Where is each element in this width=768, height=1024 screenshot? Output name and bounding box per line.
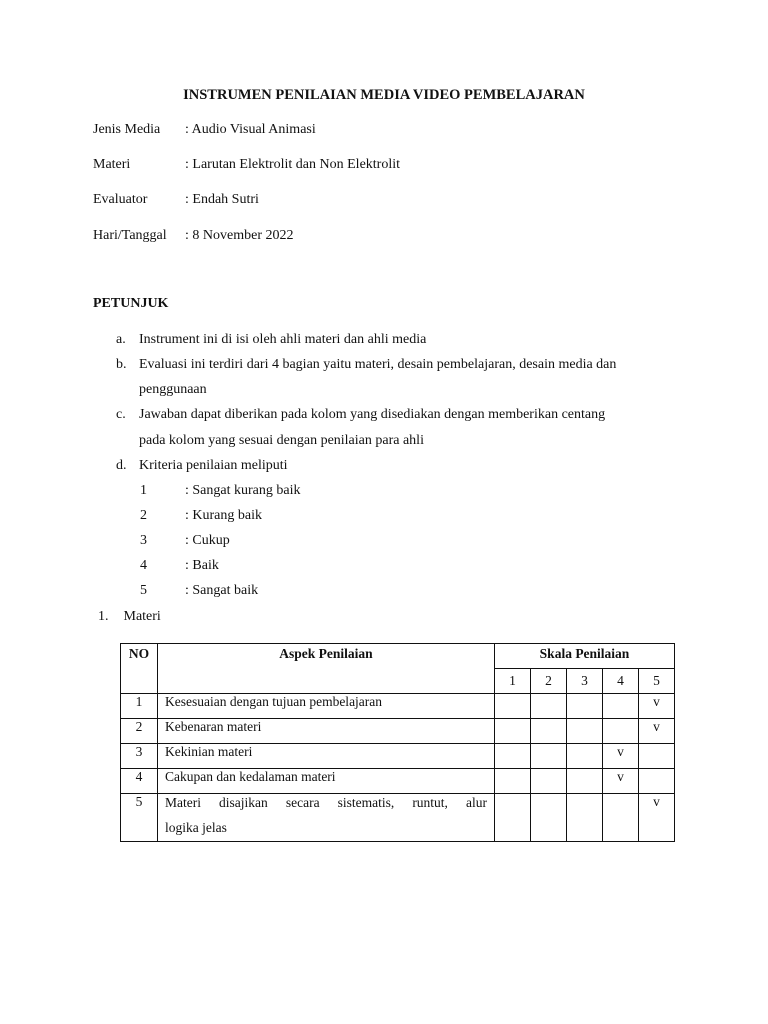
score-cell: v xyxy=(639,794,675,842)
score-cell xyxy=(567,769,603,794)
header-no: NO xyxy=(121,644,158,694)
instructions-heading: PETUNJUK xyxy=(93,296,169,311)
table-row xyxy=(121,794,675,842)
document-title: INSTRUMEN PENILAIAN MEDIA VIDEO PEMBELAJARAN xyxy=(183,87,585,103)
score-cell: v xyxy=(603,769,639,794)
score-cell xyxy=(567,744,603,769)
meta-label-evaluator: Evaluator xyxy=(93,192,148,207)
score-cell xyxy=(531,744,567,769)
score-cell xyxy=(531,794,567,842)
meta-value-hari-tanggal: : 8 November 2022 xyxy=(185,228,294,243)
meta-label-materi: Materi xyxy=(93,157,131,172)
header-aspek: Aspek Penilaian xyxy=(158,644,495,694)
scale-header-2: 2 xyxy=(531,669,567,694)
instruction-text-b-line1: Evaluasi ini terdiri dari 4 bagian yaitu materi, desain pembelajaran, desain media dan xyxy=(139,357,617,372)
criteria-text-5: : Sangat baik xyxy=(185,583,259,598)
section-number: 1. xyxy=(98,609,109,624)
score-cell xyxy=(495,744,531,769)
row-aspek: Cakupan dan kedalaman materi xyxy=(158,769,495,794)
score-cell xyxy=(531,719,567,744)
criteria-text-4: : Baik xyxy=(185,558,219,573)
score-cell xyxy=(603,719,639,744)
row-no: 4 xyxy=(121,769,158,794)
row-aspek: Kesesuaian dengan tujuan pembelajaran xyxy=(158,694,495,719)
score-cell xyxy=(639,769,675,794)
criteria-num-5: 5 xyxy=(140,583,147,598)
score-cell: v xyxy=(639,719,675,744)
instruction-marker-b: b. xyxy=(116,357,127,372)
meta-label-hari-tanggal: Hari/Tanggal xyxy=(93,228,167,243)
row-no: 3 xyxy=(121,744,158,769)
score-cell xyxy=(495,794,531,842)
instruction-text-c-line2: pada kolom yang sesuai dengan penilaian para ahli xyxy=(139,433,424,448)
row-no: 5 xyxy=(121,794,158,842)
instruction-marker-d: d. xyxy=(116,458,127,473)
section-heading xyxy=(98,609,161,625)
instruction-text-b-line2: penggunaan xyxy=(139,382,207,397)
row-aspek-line1: Materi disajikan secara sistematis, runtut, alur xyxy=(165,795,487,810)
criteria-text-1: : Sangat kurang baik xyxy=(185,483,301,498)
score-cell xyxy=(567,694,603,719)
scale-header-1: 1 xyxy=(495,669,531,694)
score-cell xyxy=(567,719,603,744)
criteria-num-1: 1 xyxy=(140,483,147,498)
score-cell xyxy=(531,694,567,719)
table-row xyxy=(121,694,675,719)
criteria-num-3: 3 xyxy=(140,533,147,548)
meta-value-evaluator: : Endah Sutri xyxy=(185,192,259,207)
scale-header-4: 4 xyxy=(603,669,639,694)
assessment-table xyxy=(120,643,675,842)
row-aspek-line2: logika jelas xyxy=(165,820,227,835)
row-aspek xyxy=(158,794,495,842)
criteria-num-2: 2 xyxy=(140,508,147,523)
score-cell xyxy=(531,769,567,794)
table-row xyxy=(121,719,675,744)
instruction-text-a: Instrument ini di isi oleh ahli materi dan ahli media xyxy=(139,332,427,347)
score-cell: v xyxy=(639,694,675,719)
instruction-marker-a: a. xyxy=(116,332,126,347)
criteria-text-3: : Cukup xyxy=(185,533,230,548)
scale-header-3: 3 xyxy=(567,669,603,694)
criteria-text-2: : Kurang baik xyxy=(185,508,262,523)
score-cell xyxy=(603,694,639,719)
score-cell xyxy=(495,769,531,794)
score-cell: v xyxy=(603,744,639,769)
meta-value-materi: : Larutan Elektrolit dan Non Elektrolit xyxy=(185,157,400,172)
row-no: 2 xyxy=(121,719,158,744)
score-cell xyxy=(603,794,639,842)
row-aspek: Kebenaran materi xyxy=(158,719,495,744)
score-cell xyxy=(639,744,675,769)
header-skala: Skala Penilaian xyxy=(495,644,675,669)
score-cell xyxy=(495,719,531,744)
row-no: 1 xyxy=(121,694,158,719)
row-aspek: Kekinian materi xyxy=(158,744,495,769)
score-cell xyxy=(567,794,603,842)
instruction-text-c-line1: Jawaban dapat diberikan pada kolom yang disediakan dengan memberikan centang xyxy=(139,407,606,422)
meta-value-jenis-media: : Audio Visual Animasi xyxy=(185,122,316,137)
instruction-text-d: Kriteria penilaian meliputi xyxy=(139,458,288,473)
criteria-num-4: 4 xyxy=(140,558,147,573)
meta-label-jenis-media: Jenis Media xyxy=(93,122,161,137)
table-row xyxy=(121,744,675,769)
section-title: Materi xyxy=(123,609,161,624)
score-cell xyxy=(495,694,531,719)
instruction-marker-c: c. xyxy=(116,407,126,422)
scale-header-5: 5 xyxy=(639,669,675,694)
